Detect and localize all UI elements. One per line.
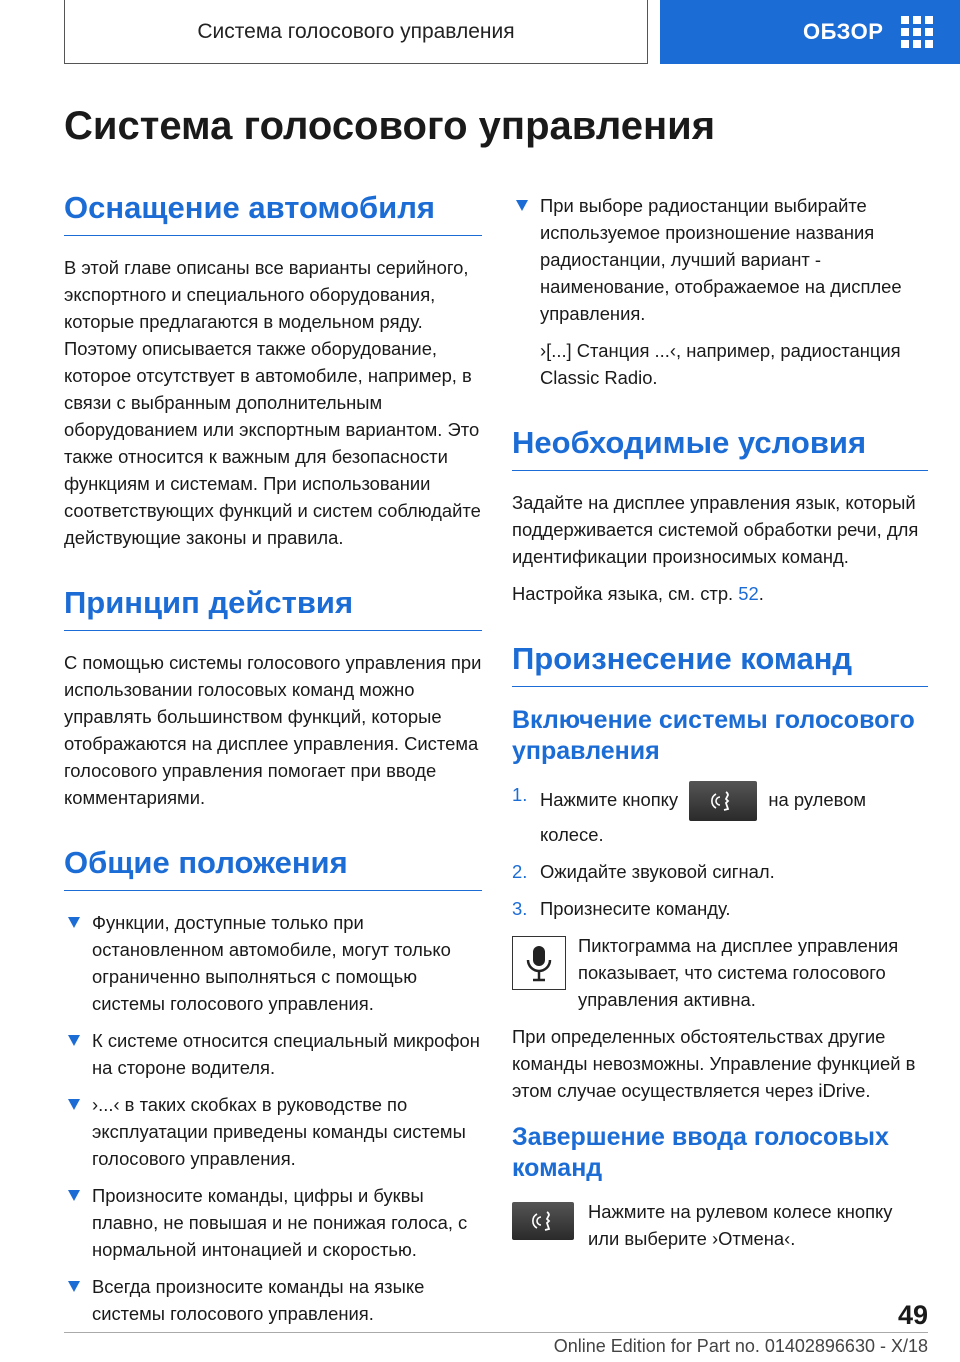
header-section-title-text: Система голосового управления xyxy=(197,19,515,43)
section-heading-principle: Принцип действия xyxy=(64,585,482,631)
page-number: 49 xyxy=(897,1300,928,1330)
list-item: При выборе радиостанции выбирайте используемое произношение названия радиостанции, лучший вариант - наименование, отображаемое на дисплее управления. xyxy=(512,192,928,327)
section-requirements xyxy=(512,425,928,607)
cancel-text: Нажмите на рулевом колесе кнопку или выберите ›Отмена‹. xyxy=(588,1201,893,1249)
microphone-icon xyxy=(512,936,566,990)
voice-button-icon xyxy=(689,781,757,821)
page-title: Система голосового управления xyxy=(64,104,716,148)
principle-text: С помощью системы голосового управления при использовании голосовых команд можно управлять большинством функций, которые отображаются на дисплее управления. Система голосового управления помогает при вводе комментариями. xyxy=(64,652,482,808)
header-section-title xyxy=(64,0,648,64)
list-item: ›...‹ в таких скобках в руководстве по эксплуатации приведены команды системы голосового управления. xyxy=(64,1091,482,1172)
radio-list xyxy=(512,192,928,327)
step-item: 2. Ожидайте звуковой сигнал. xyxy=(512,858,928,885)
step-number: 3. xyxy=(512,898,528,919)
left-column xyxy=(64,190,482,1337)
step-number: 1. xyxy=(512,784,528,805)
overview-tab[interactable] xyxy=(660,0,960,64)
right-column xyxy=(512,192,928,1262)
step-item: 1. Нажмите кнопку на рулевом колесе. xyxy=(512,781,928,848)
mic-note-row xyxy=(512,932,928,1013)
step-number: 2. xyxy=(512,861,528,882)
section-heading-commands: Произнесение команд xyxy=(512,641,928,687)
section-equipment xyxy=(64,190,482,551)
section-principle xyxy=(64,585,482,811)
section-heading-requirements: Необходимые условия xyxy=(512,425,928,471)
triangle-bullet-icon xyxy=(68,1190,80,1201)
voice-button-icon xyxy=(512,1202,574,1240)
requirements-text: Задайте на дисплее управления язык, который поддерживается системой обработки речи, для идентификации произносимых команд. xyxy=(512,492,919,567)
triangle-bullet-icon xyxy=(68,1281,80,1292)
footer-divider xyxy=(64,1332,928,1333)
section-heading-general: Общие положения xyxy=(64,845,482,891)
activation-steps xyxy=(512,781,928,922)
list-item: Произносите команды, цифры и буквы плавно, не повышая и не понижая голоса, с нормальной интонацией и скоростью. xyxy=(64,1182,482,1263)
page-link-52[interactable]: 52 xyxy=(738,583,759,604)
list-item: Функции, доступные только при остановленном автомобиле, могут только ограниченно выполняться с помощью системы голосового управления. xyxy=(64,909,482,1017)
section-commands xyxy=(512,641,928,1252)
triangle-bullet-icon xyxy=(68,1099,80,1110)
subheading-activation: Включение системы голосового управления xyxy=(512,706,915,765)
section-heading-equipment: Оснащение автомобиля xyxy=(64,190,482,236)
list-item: Всегда произносите команды на языке системы голосового управления. xyxy=(64,1273,482,1327)
mic-note-text: Пиктограмма на дисплее управления показывает, что система голосового управления активна. xyxy=(578,935,899,1010)
section-general xyxy=(64,845,482,1327)
triangle-bullet-icon xyxy=(68,917,80,928)
cancel-note-row xyxy=(512,1198,928,1252)
triangle-bullet-icon xyxy=(68,1035,80,1046)
triangle-bullet-icon xyxy=(516,200,528,211)
subheading-end-input: Завершение ввода голосовых команд xyxy=(512,1123,889,1182)
list-item: К системе относится специальный микрофон на стороне водителя. xyxy=(64,1027,482,1081)
overview-tab-label: ОБЗОР xyxy=(803,19,884,44)
footer-edition: Online Edition for Part no. 01402896630 - X/18 xyxy=(553,1336,928,1356)
grid-icon xyxy=(901,16,933,48)
radio-example: ›[...] Станция ...‹, например, радиостанция Classic Radio. xyxy=(540,340,901,388)
language-reference: Настройка языка, см. стр. 52. xyxy=(512,583,764,604)
equipment-text: В этой главе описаны все варианты серийного, экспортного и специального оборудования, которые предлагаются в модельном ряду. Поэтому описывается также оборудование, которое отсутствует в автомобиле, например, в связи с выбранным дополнительным оборудованием или экспортным вариантом. Это также относится к важным для безопасности функциям и системам. При использовании соответствующих функций и систем соблюдайте действующие законы и правила. xyxy=(64,257,481,548)
general-list xyxy=(64,909,482,1327)
idrive-note: При определенных обстоятельствах другие команды невозможны. Управление функцией в этом случае осуществляется через iDrive. xyxy=(512,1026,916,1101)
step-item: 3. Произнесите команду. xyxy=(512,895,928,922)
